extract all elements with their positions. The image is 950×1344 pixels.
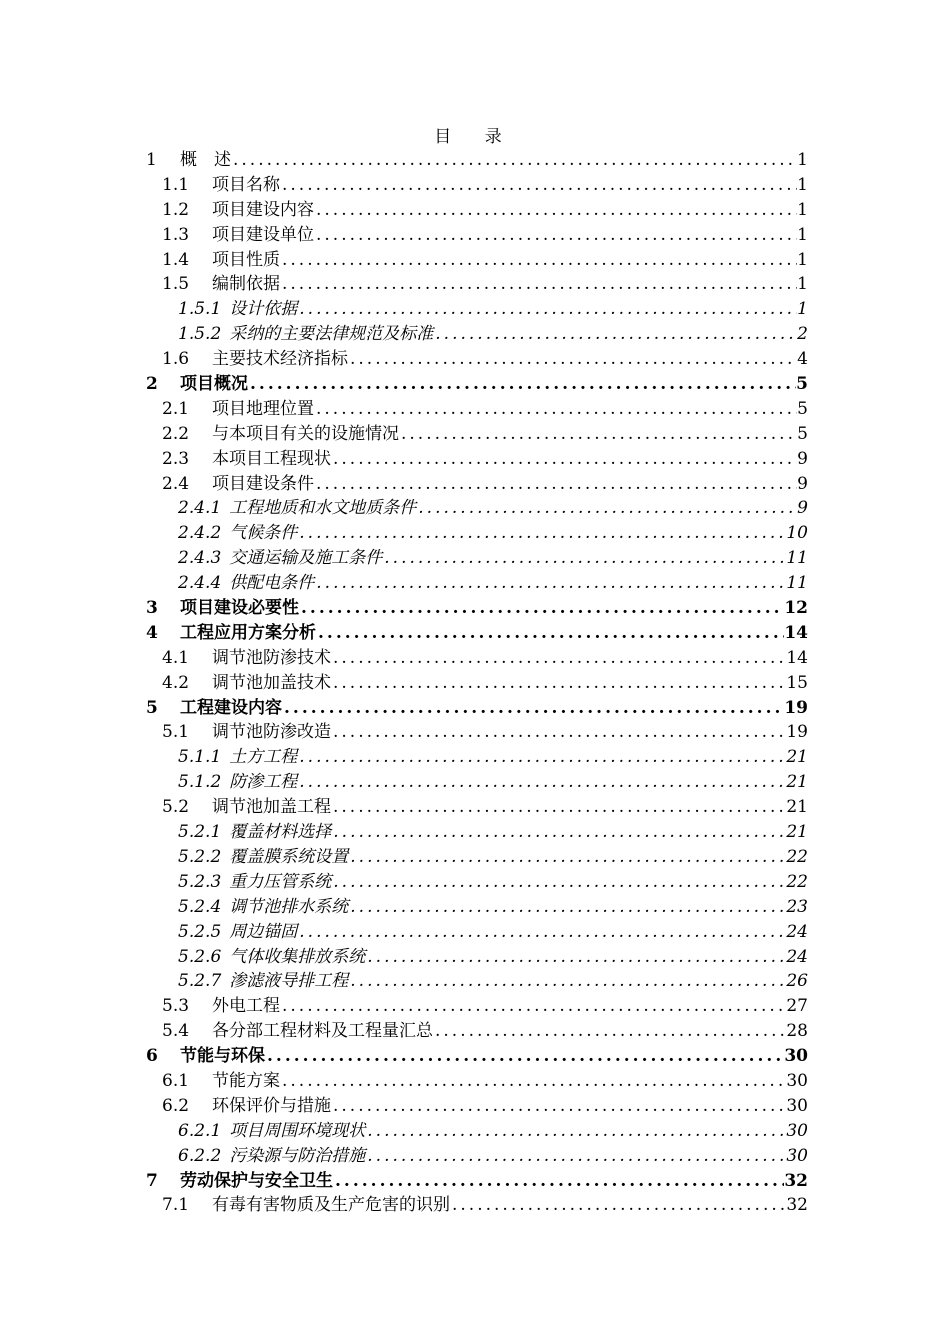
toc-entry[interactable] (142, 496, 808, 521)
toc-entry-title: 劳动保护与安全卫生 (180, 1170, 333, 1191)
toc-entry-number: 6.1 (162, 1070, 190, 1091)
toc-entry-title: 供配电条件 (229, 573, 315, 594)
toc-dot-leader (314, 472, 797, 497)
toc-entry-page-number: 32 (784, 1170, 808, 1191)
toc-entry-title: 周边锚固 (229, 921, 298, 942)
toc-entry[interactable] (142, 1019, 808, 1044)
toc-entry[interactable] (142, 1069, 808, 1094)
toc-entry-title: 项目概况 (180, 374, 248, 395)
toc-entry[interactable] (142, 1119, 808, 1144)
toc-entry-number: 2.4.4 (178, 573, 222, 594)
toc-entry-title: 项目建设条件 (212, 473, 314, 494)
toc-entry-page-number: 2 (797, 324, 808, 345)
toc-dot-leader (433, 322, 797, 347)
toc-entry-title: 污染源与防治措施 (229, 1145, 366, 1166)
toc-entry-page-number: 24 (786, 946, 808, 967)
toc-entry-number: 5.2.5 (178, 921, 222, 942)
toc-entry[interactable] (142, 994, 808, 1019)
toc-dot-leader (433, 1019, 786, 1044)
toc-entry-page-number: 1 (797, 174, 808, 195)
toc-entry-title: 有毒有害物质及生产危害的识别 (212, 1195, 450, 1216)
toc-entry-page-number: 26 (786, 971, 808, 992)
toc-dot-leader (314, 223, 797, 248)
toc-entry-number: 6.2.2 (178, 1145, 222, 1166)
toc-entry-title: 项目性质 (212, 249, 280, 270)
toc-entry[interactable] (142, 895, 808, 920)
toc-entry-page-number: 22 (786, 871, 808, 892)
toc-dot-leader (365, 1144, 786, 1169)
toc-entry[interactable] (142, 870, 808, 895)
toc-entry-title: 土方工程 (229, 747, 298, 768)
toc-dot-leader (331, 646, 786, 671)
toc-dot-leader (331, 447, 797, 472)
toc-entry-title: 编制依据 (212, 274, 280, 295)
toc-entry[interactable] (142, 297, 808, 322)
toc-entry-page-number: 1 (797, 274, 808, 295)
toc-dot-leader (331, 820, 786, 845)
toc-entry-title: 项目名称 (212, 174, 280, 195)
toc-entry[interactable] (142, 969, 808, 994)
toc-entry-page-number: 30 (786, 1145, 808, 1166)
toc-entry[interactable] (142, 696, 808, 721)
toc-entry-number: 1.3 (162, 224, 190, 245)
toc-entry-title: 项目建设内容 (212, 199, 314, 220)
toc-entry-title: 防渗工程 (229, 772, 298, 793)
toc-entry-number: 5.2.2 (178, 846, 222, 867)
toc-entry-title: 设计依据 (229, 299, 298, 320)
toc-entry-number: 5.1.2 (178, 772, 222, 793)
toc-entry-page-number: 22 (786, 846, 808, 867)
toc-entry-title: 覆盖材料选择 (229, 822, 332, 843)
toc-entry-title: 与本项目有关的设施情况 (212, 423, 399, 444)
toc-entry-page-number: 19 (786, 722, 808, 743)
toc-dot-leader (231, 148, 797, 173)
toc-entry-page-number: 1 (797, 299, 808, 320)
toc-entry-page-number: 24 (786, 921, 808, 942)
toc-entry-title: 项目周围环境现状 (229, 1120, 366, 1141)
toc-entry[interactable] (142, 795, 808, 820)
toc-entry-number: 4.1 (162, 647, 190, 668)
toc-entry-title: 各分部工程材料及工程量汇总 (212, 1021, 433, 1042)
toc-entry[interactable] (142, 745, 808, 770)
toc-dot-leader (280, 272, 797, 297)
toc-entry-number: 1.5 (162, 274, 190, 295)
toc-entry-title: 气候条件 (229, 523, 298, 544)
toc-entry[interactable] (142, 621, 808, 646)
toc-entry-page-number: 28 (786, 1021, 808, 1042)
toc-entry-number: 2.4.2 (178, 523, 222, 544)
toc-entry[interactable] (142, 770, 808, 795)
toc-entry-number: 2.4 (162, 473, 190, 494)
toc-entry-number: 5.1.1 (178, 747, 222, 768)
toc-dot-leader (248, 372, 796, 397)
toc-dot-leader (280, 173, 797, 198)
toc-entry[interactable] (142, 397, 808, 422)
toc-entry-page-number: 10 (786, 523, 808, 544)
toc-entry-title: 工程建设内容 (180, 697, 282, 718)
toc-dot-leader (416, 496, 797, 521)
toc-entry[interactable] (142, 347, 808, 372)
toc-entry-title: 外电工程 (212, 996, 280, 1017)
toc-title: 目 录 (434, 127, 516, 147)
toc-entry-number: 5.2.7 (178, 971, 222, 992)
toc-entry[interactable] (142, 1044, 808, 1069)
toc-dot-leader (280, 1069, 786, 1094)
toc-entry-number: 2 (146, 374, 158, 395)
toc-entry-number: 1.5.2 (178, 324, 222, 345)
toc-entry-number: 1.1 (162, 174, 190, 195)
toc-entry-page-number: 14 (786, 647, 808, 668)
toc-dot-leader (382, 546, 786, 571)
toc-entry-number: 6 (146, 1046, 158, 1067)
toc-entry-number: 2.2 (162, 423, 190, 444)
toc-entry-number: 4.2 (162, 672, 190, 693)
toc-entry-title: 调节池防渗改造 (212, 722, 331, 743)
toc-entry[interactable] (142, 1193, 808, 1218)
toc-entry-page-number: 9 (797, 473, 808, 494)
toc-entry[interactable] (142, 571, 808, 596)
toc-entry-title: 调节池加盖技术 (212, 672, 331, 693)
toc-entry[interactable] (142, 223, 808, 248)
toc-dot-leader (399, 422, 797, 447)
toc-entry-title: 气体收集排放系统 (229, 946, 366, 967)
toc-entry-title: 主要技术经济指标 (212, 349, 348, 370)
toc-entry-page-number: 27 (786, 996, 808, 1017)
toc-entry[interactable] (142, 198, 808, 223)
toc-entry-number: 5.2.4 (178, 896, 222, 917)
toc-entry-number: 6.2.1 (178, 1120, 222, 1141)
toc-dot-leader (331, 1094, 786, 1119)
toc-entry-title: 覆盖膜系统设置 (229, 846, 349, 867)
toc-entry-title: 节能方案 (212, 1070, 280, 1091)
table-of-contents (142, 148, 808, 1218)
toc-entry-title: 交通运输及施工条件 (229, 548, 383, 569)
toc-entry-page-number: 21 (786, 822, 808, 843)
toc-dot-leader (333, 1169, 784, 1194)
toc-dot-leader (316, 621, 784, 646)
toc-dot-leader (282, 696, 784, 721)
toc-entry-page-number: 1 (797, 199, 808, 220)
toc-entry[interactable] (142, 546, 808, 571)
toc-entry-number: 1.4 (162, 249, 190, 270)
toc-entry-title: 工程应用方案分析 (180, 622, 316, 643)
toc-entry-number: 7.1 (162, 1195, 190, 1216)
toc-dot-leader (314, 198, 797, 223)
toc-entry-page-number: 1 (797, 224, 808, 245)
toc-entry-page-number: 32 (786, 1195, 808, 1216)
toc-entry-number: 5.2.6 (178, 946, 222, 967)
toc-dot-leader (348, 845, 786, 870)
toc-entry-number: 1 (146, 150, 157, 170)
toc-entry-number: 2.3 (162, 448, 190, 469)
toc-dot-leader (280, 994, 786, 1019)
toc-entry[interactable] (142, 720, 808, 745)
toc-dot-leader (348, 895, 786, 920)
toc-entry-page-number: 9 (797, 448, 808, 469)
toc-entry-number: 1.2 (162, 199, 190, 220)
toc-entry-number: 5 (146, 697, 158, 718)
toc-entry-number: 1.6 (162, 349, 190, 370)
toc-entry-page-number: 30 (786, 1095, 808, 1116)
toc-dot-leader (331, 870, 786, 895)
toc-entry-number: 5.2.3 (178, 871, 222, 892)
toc-entry-page-number: 15 (786, 672, 808, 693)
toc-entry-page-number: 30 (786, 1120, 808, 1141)
toc-dot-leader (348, 969, 786, 994)
toc-entry-title: 调节池加盖工程 (212, 797, 331, 818)
toc-entry-page-number: 21 (786, 772, 808, 793)
toc-dot-leader (331, 720, 786, 745)
toc-dot-leader (365, 1119, 786, 1144)
toc-dot-leader (365, 945, 786, 970)
toc-entry-page-number: 14 (784, 622, 808, 643)
toc-entry-page-number: 30 (784, 1046, 808, 1067)
toc-entry-title: 工程地质和水文地质条件 (229, 498, 417, 519)
toc-entry-page-number: 1 (797, 150, 808, 170)
toc-entry[interactable] (142, 1094, 808, 1119)
toc-entry-title: 重力压管系统 (229, 871, 332, 892)
toc-entry-number: 4 (146, 622, 158, 643)
toc-entry-number: 3 (146, 598, 158, 619)
toc-entry-page-number: 11 (786, 573, 808, 594)
toc-entry[interactable] (142, 248, 808, 273)
toc-entry-title: 渗滤液导排工程 (229, 971, 349, 992)
toc-entry-page-number: 19 (784, 697, 808, 718)
toc-entry-page-number: 5 (797, 423, 808, 444)
toc-entry[interactable] (142, 472, 808, 497)
toc-entry[interactable] (142, 920, 808, 945)
toc-dot-leader (314, 397, 797, 422)
toc-entry-number: 5.2.1 (178, 822, 222, 843)
toc-entry-page-number: 23 (786, 896, 808, 917)
toc-dot-leader (297, 745, 786, 770)
toc-entry-page-number: 5 (796, 374, 808, 395)
toc-entry-number: 5.3 (162, 996, 190, 1017)
toc-dot-leader (297, 297, 797, 322)
toc-entry-page-number: 5 (797, 398, 808, 419)
toc-entry[interactable] (142, 173, 808, 198)
toc-entry[interactable] (142, 322, 808, 347)
toc-dot-leader (280, 248, 797, 273)
toc-entry[interactable] (142, 148, 808, 173)
toc-entry[interactable] (142, 1144, 808, 1169)
toc-entry-number: 5.1 (162, 722, 190, 743)
toc-entry[interactable] (142, 447, 808, 472)
toc-entry-page-number: 12 (784, 598, 808, 619)
toc-entry-title: 采纳的主要法律规范及标准 (229, 324, 434, 345)
toc-entry-title: 项目地理位置 (212, 398, 314, 419)
toc-dot-leader (297, 770, 786, 795)
toc-entry[interactable] (142, 671, 808, 696)
toc-entry-title: 本项目工程现状 (212, 448, 331, 469)
toc-entry-number: 2.4.1 (178, 498, 222, 519)
toc-dot-leader (297, 920, 786, 945)
toc-entry-title: 概 述 (180, 150, 231, 170)
toc-entry[interactable] (142, 272, 808, 297)
toc-entry[interactable] (142, 945, 808, 970)
toc-entry-number: 5.2 (162, 797, 190, 818)
toc-dot-leader (331, 671, 786, 696)
toc-dot-leader (299, 596, 784, 621)
toc-entry-title: 项目建设单位 (212, 224, 314, 245)
toc-dot-leader (265, 1044, 784, 1069)
toc-entry-page-number: 9 (797, 498, 808, 519)
toc-entry-page-number: 4 (797, 349, 808, 370)
toc-entry-page-number: 21 (786, 747, 808, 768)
toc-dot-leader (450, 1193, 786, 1218)
toc-dot-leader (314, 571, 786, 596)
toc-entry[interactable] (142, 845, 808, 870)
toc-entry-number: 6.2 (162, 1095, 190, 1116)
toc-entry-page-number: 21 (786, 797, 808, 818)
toc-entry[interactable] (142, 422, 808, 447)
toc-entry-page-number: 30 (786, 1070, 808, 1091)
toc-entry-title: 项目建设必要性 (180, 598, 299, 619)
toc-entry-number: 7 (146, 1170, 158, 1191)
toc-dot-leader (297, 521, 786, 546)
toc-entry[interactable] (142, 521, 808, 546)
toc-entry-page-number: 1 (797, 249, 808, 270)
toc-dot-leader (348, 347, 797, 372)
toc-entry-title: 节能与环保 (180, 1046, 265, 1067)
toc-entry-number: 2.1 (162, 398, 190, 419)
toc-entry[interactable] (142, 646, 808, 671)
toc-entry[interactable] (142, 1169, 808, 1194)
toc-entry-page-number: 11 (786, 548, 808, 569)
toc-entry-title: 调节池防渗技术 (212, 647, 331, 668)
toc-entry-number: 2.4.3 (178, 548, 222, 569)
toc-entry-title: 环保评价与措施 (212, 1095, 331, 1116)
toc-entry-number: 1.5.1 (178, 299, 222, 320)
toc-entry[interactable] (142, 820, 808, 845)
toc-entry-title: 调节池排水系统 (229, 896, 349, 917)
toc-dot-leader (331, 795, 786, 820)
toc-entry-number: 5.4 (162, 1021, 190, 1042)
toc-entry[interactable] (142, 372, 808, 397)
toc-entry[interactable] (142, 596, 808, 621)
